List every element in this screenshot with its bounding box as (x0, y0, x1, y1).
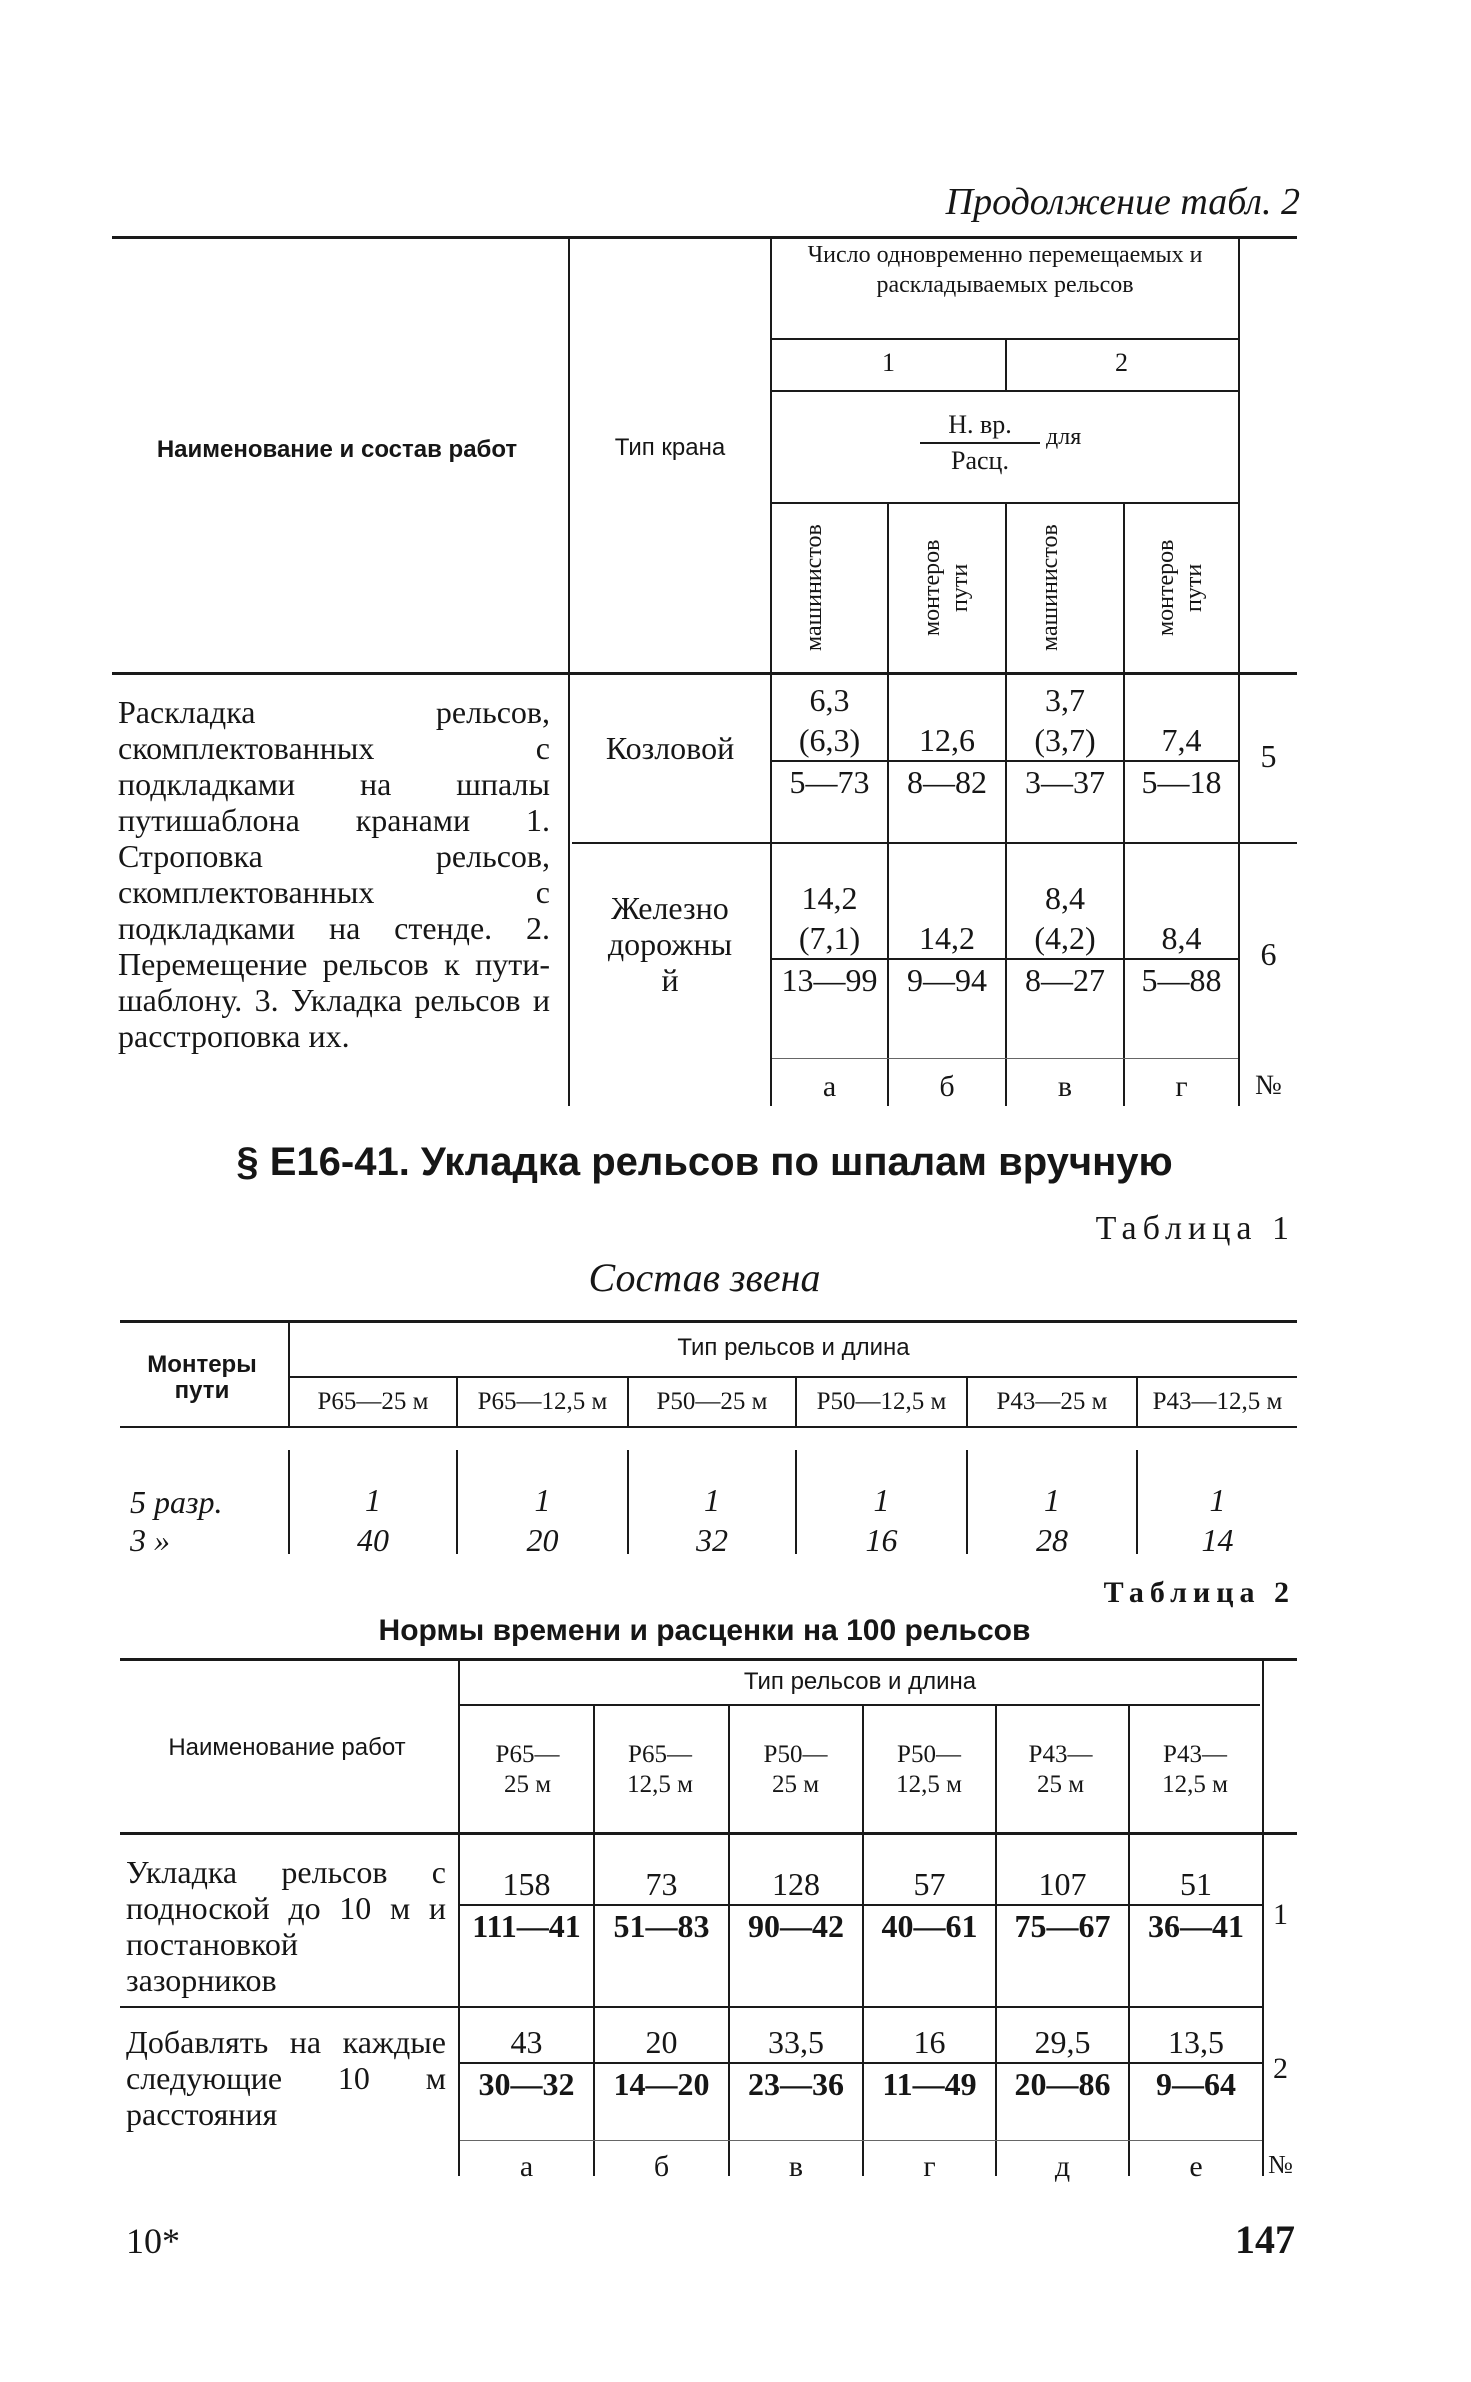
t0-r2-c4: $\frac{8,4}{5—88}$ (1125, 918, 1238, 1000)
t0-subcol-3: машинистов (1037, 524, 1063, 652)
t0-r1-c3: 3,7 (3,7) 3—37 (1007, 680, 1123, 802)
t2-label: Таблица 2 (1103, 1576, 1295, 1609)
t1-title: Состав звена (588, 1255, 821, 1300)
t0-group-2: 2 (1115, 348, 1128, 377)
t1-type-2: Р65—12,5 м (477, 1388, 608, 1415)
t0-subcol-4: монтеров пути (1153, 539, 1207, 637)
footer-signature: 10* (126, 2221, 180, 2261)
t2-title: Нормы времени и расценки на 100 рельсов (378, 1614, 1031, 1647)
page-number: 147 (1235, 2217, 1295, 2262)
t1-frac-3: 1 32 (696, 1482, 728, 1558)
t2-type-2: Р65— 12,5 м (627, 1741, 693, 1798)
t0-group-1: 1 (882, 348, 895, 377)
t0-subcol-2: монтеров пути (919, 539, 973, 637)
t2-no-label: № (1268, 2150, 1293, 2179)
t0-norm-for: для (1046, 424, 1082, 450)
t0-r1-c2: $\frac{12,6}{8—82}$ (889, 720, 1005, 802)
t2-type-4: Р50— 12,5 м (896, 1741, 962, 1798)
t2-r2-a: $\frac{43}{30—32}$ (460, 2022, 593, 2104)
t0-r1-c4: $\frac{7,4}{5—18}$ (1125, 720, 1238, 802)
t2-type-3: Р50— 25 м (763, 1741, 828, 1798)
t2-r1-e: $\frac{51}{36—41}$ (1130, 1864, 1262, 1946)
t2-letter-b: б (653, 2150, 670, 2183)
section-title: § Е16-41. Укладка рельсов по шпалам вручную (236, 1140, 1173, 1184)
t2-r2-d: $\frac{29,5}{20—86}$ (997, 2022, 1128, 2104)
t2-r2-v: $\frac{33,5}{23—36}$ (730, 2022, 862, 2104)
t1-type-6: Р43—12,5 м (1152, 1388, 1283, 1415)
t2-r1-d: $\frac{107}{75—67}$ (997, 1864, 1128, 1946)
t1-col-type: Тип рельсов и длина (677, 1334, 910, 1361)
t2-col-type: Тип рельсов и длина (743, 1668, 977, 1695)
t0-r2-c2: $\frac{14,2}{9—94}$ (889, 918, 1005, 1000)
t2-letter-v: в (788, 2150, 804, 2183)
t2-r2-b: $\frac{20}{14—20}$ (595, 2022, 728, 2104)
t0-norm-fraction: Н. вр. Расц. (920, 408, 1040, 478)
t0-r2-c3: 8,4 (4,2) 8—27 (1007, 878, 1123, 1000)
t2-r1-a: $\frac{158}{111—41}$ (460, 1864, 593, 1946)
t0-no-5: 5 (1260, 738, 1277, 774)
t1-type-3: Р50—25 м (656, 1388, 768, 1415)
t0-letter-v: в (1057, 1070, 1073, 1103)
t0-letter-a: а (822, 1070, 837, 1103)
t2-letter-a: а (519, 2150, 534, 2183)
t0-top-rule (112, 236, 1297, 239)
t2-r2-e: $\frac{13,5}{9—64}$ (1130, 2022, 1262, 2104)
t1-frac-5: 1 28 (1036, 1482, 1068, 1558)
t2-type-1: Р65— 25 м (495, 1741, 560, 1798)
t2-no-1: 1 (1273, 1898, 1288, 1931)
t1-frac-1: 1 40 (357, 1482, 389, 1558)
t2-letter-e: е (1189, 2150, 1203, 2183)
t2-r1-g: $\frac{57}{40—61}$ (864, 1864, 995, 1946)
t0-col-count: Число одновременно перемещаемых и раскладываемых рельсов (807, 242, 1203, 298)
t0-r1-c1: 6,3 (6,3) 5—73 (772, 680, 887, 802)
t2-r2-g: $\frac{16}{11—49}$ (864, 2022, 995, 2104)
t0-letter-g: г (1175, 1070, 1188, 1103)
t1-type-5: Р43—25 м (996, 1388, 1108, 1415)
t2-r1-v: $\frac{128}{90—42}$ (730, 1864, 862, 1946)
t0-col-work: Наименование и состав работ (156, 436, 518, 463)
t0-work-text: Раскладка рельсов, скомплектованных с подкладками на шпалы путишаблона кранами 1. Строповка рельсов, скомплектованных с подкладками на стенде. 2. Перемещение рельсов к пути-шаблону. 3. Укладка рельсов и расстроповка их. (118, 694, 550, 1054)
t0-letter-b: б (939, 1070, 955, 1103)
t1-grade-5: 5 разр. (130, 1484, 223, 1520)
t1-type-1: Р65—25 м (317, 1388, 429, 1415)
continuation-label: Продолжение табл. 2 (945, 181, 1300, 223)
t0-subcol-1: машинистов (801, 524, 827, 652)
t2-type-6: Р43— 12,5 м (1162, 1741, 1228, 1798)
t2-letter-d: д (1054, 2150, 1071, 2183)
t0-no-6: 6 (1260, 936, 1277, 972)
t2-row1-name: Укладка рельсов с подноской до 10 м и постановкой зазорников (126, 1854, 446, 1998)
t2-col-work: Наименование работ (168, 1734, 406, 1761)
t2-letter-g: г (923, 2150, 936, 2183)
t1-grade-3: 3 » (130, 1522, 170, 1558)
t1-frac-6: 1 14 (1201, 1482, 1234, 1558)
t2-r1-b: $\frac{73}{51—83}$ (595, 1864, 728, 1946)
t0-r2-c1: 14,2 (7,1) 13—99 (772, 878, 887, 1000)
t1-frac-2: 1 20 (526, 1482, 559, 1558)
t2-type-5: Р43— 25 м (1028, 1741, 1093, 1798)
t0-crane-1: Козловой (605, 730, 735, 766)
t0-header-rule (112, 672, 1297, 675)
t0-no-label: № (1255, 1070, 1282, 1101)
t1-col-workers: Монтеры пути (147, 1351, 257, 1404)
t0-crane-2: Железнодорожный (607, 890, 733, 998)
t1-frac-4: 1 16 (865, 1482, 898, 1558)
t1-label: Таблица 1 (1095, 1210, 1295, 1247)
t1-type-4: Р50—12,5 м (816, 1388, 947, 1415)
t2-no-2: 2 (1273, 2052, 1288, 2085)
t0-col-crane: Тип крана (614, 434, 726, 461)
t2-row2-name: Добавлять на каждые следующие 10 м расстояния (126, 2024, 446, 2132)
